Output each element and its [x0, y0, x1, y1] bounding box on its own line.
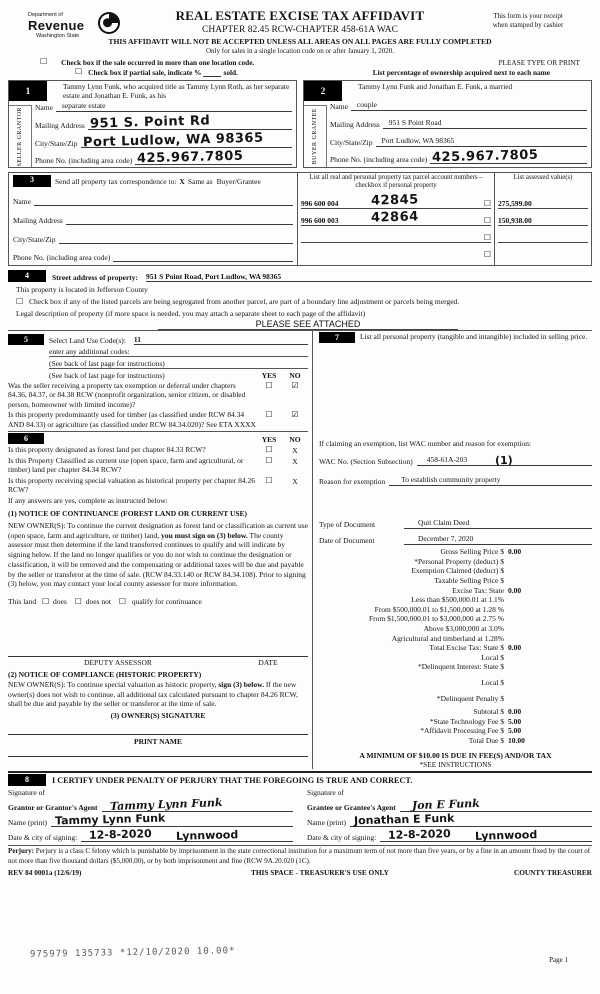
corr-name-field	[34, 192, 293, 206]
footer-row	[8, 868, 592, 877]
grantor-date-field	[81, 826, 293, 842]
tax-value: 0.00	[508, 547, 522, 557]
section6-number: 6	[8, 433, 44, 444]
please-type-label: PLEASE TYPE OR PRINT	[498, 58, 580, 67]
see-attached-note: PLEASE SEE ATTACHED	[158, 319, 458, 330]
seller-name-value: separate estate	[61, 100, 106, 110]
q3-yes-checkbox: ☐	[265, 475, 273, 485]
tax-row-total-excise	[319, 643, 592, 653]
county-treasurer-label: COUNTY TREASURER	[513, 867, 592, 877]
corr-address-row	[13, 208, 293, 225]
tax-row-delinquent-interest	[319, 662, 592, 672]
tax-label: *Delinquent Interest: State $	[417, 662, 504, 672]
land-use-label: Select Land Use Code(s):	[49, 336, 126, 345]
parcel-row-4	[301, 243, 491, 259]
buyer-name-field	[351, 97, 587, 111]
segregated-checkbox: ☐	[16, 297, 24, 306]
assessed-value: 275,599.00	[498, 199, 532, 208]
form-title: REAL ESTATE EXCISE TAX AFFIDAVIT	[175, 8, 425, 23]
tax-label: From $1,500,000.01 to $3,000,000 at 2.75 %	[369, 614, 504, 624]
seller-csz-row	[35, 132, 292, 148]
tax-label: *Affidavit Processing Fee $	[420, 726, 504, 736]
tax-row-subtotal	[319, 707, 592, 717]
parcel-checkbox: ☐	[483, 250, 491, 259]
correspondence-label: Send all property tax correspondence to:	[55, 176, 177, 186]
tax-row-delinquent-penalty	[319, 693, 592, 703]
tax-row-exemption	[319, 566, 592, 576]
buyer-csz-field	[376, 133, 588, 147]
section8	[8, 771, 592, 842]
q2-yes-checkbox: ☐	[265, 410, 273, 420]
grantor-signature-value: Tammy Lynn Funk	[109, 796, 223, 814]
notice2-body	[8, 680, 308, 709]
corr-phone-field	[113, 248, 293, 262]
corr-name-row	[13, 189, 293, 206]
corr-address-label: Mailing Address	[13, 216, 63, 225]
corr-phone-row	[13, 246, 293, 262]
signature-columns	[8, 788, 592, 842]
additional-codes-label: enter any additional codes:	[49, 347, 130, 356]
q1-no-answer: X	[292, 445, 298, 455]
right-column	[313, 331, 592, 769]
assessed-row-4	[498, 243, 588, 259]
question-text: Is this property predominantly used for timber (as classified under RCW 84.34 AND 84.33) or agriculture (as classified under RCW 84.34.020)? See ETA XXXX	[8, 410, 256, 429]
buyer-address-row	[330, 113, 587, 129]
date-of-document-row	[319, 532, 592, 545]
buyer-intro: Tammy Lynn Funk and Jonathan E. Funk, a married	[358, 82, 513, 91]
same-as-x: X	[179, 176, 185, 186]
reason-label: Reason for exemption	[319, 477, 386, 486]
parcel-number: 996 600 003	[301, 216, 339, 225]
seller-address-value: 951 S. Point Rd	[89, 112, 211, 132]
wac-value: 458-61A-203	[426, 455, 468, 464]
parcel-checkbox: ☐	[483, 199, 491, 208]
no-header: NO	[289, 371, 301, 380]
q2-yes-checkbox: ☐	[265, 455, 273, 465]
tax-value: 5.00	[508, 726, 522, 736]
tax-label: *State Technology Fee $	[429, 716, 504, 726]
grantee-date-row	[307, 827, 592, 842]
buyer-address-value: 951 S Point Road	[388, 118, 442, 127]
multi-location-label: Check box if the sale occurred in more than one location code.	[61, 58, 255, 67]
seller-phone-value: 425.967.7805	[137, 148, 244, 166]
tax-value: 0.00	[508, 643, 522, 653]
doc-date-label: Date of Document	[319, 536, 375, 545]
grantee-name-field	[350, 811, 592, 827]
deputy-assessor-row	[8, 656, 308, 667]
grantee-date-value: 12-8-2020	[387, 827, 452, 843]
assessed-header: List assessed value(s)	[513, 174, 573, 181]
same-as-who: Buyer/Grantee	[216, 176, 261, 186]
type-of-document-row	[319, 516, 592, 529]
section5-question-2	[8, 410, 308, 429]
does-checkbox: ☐	[42, 597, 50, 607]
q3-no-answer: X	[292, 476, 298, 486]
perjury-text: Perjury is a class C felony which is punishable by imprisonment in the state correctional institution for a maximum term of not more than five years, or by a fine in an amount fixed by the court of not more than five thousand dollars ($5,000.00), or by both imprisonment and fine (RCW 9A.20.020 (1C).	[8, 847, 591, 865]
see-back-row-1	[49, 357, 308, 369]
tax-label: Total Due $	[468, 735, 504, 745]
multi-location-checkbox: ☐	[40, 57, 48, 66]
seller-section	[8, 80, 297, 168]
section5-question-1	[8, 381, 308, 409]
assessed-value: 150,938.00	[498, 216, 532, 225]
wac-handwritten: (1)	[494, 453, 513, 468]
tax-value: 10.00	[508, 735, 525, 745]
seller-address-label: Mailing Address	[35, 120, 85, 130]
tax-value: 0.00	[508, 707, 522, 717]
tax-label: Taxable Selling Price $	[434, 576, 504, 586]
seller-phone-label: Phone No. (including area code)	[35, 155, 133, 165]
corr-name-label: Name	[13, 197, 31, 206]
located-line: This property is located in Jefferson County	[16, 285, 148, 294]
section4	[8, 270, 592, 330]
parcel-number: 996 600 004	[301, 199, 339, 208]
segregated-row	[16, 297, 584, 306]
wac-label: WAC No. (Section Subsection)	[319, 457, 413, 466]
reason-row	[319, 472, 592, 486]
tax-value: 0.00	[508, 585, 522, 595]
partial-sale-row	[75, 68, 580, 77]
grantor-signature-field	[102, 796, 293, 812]
section8-number: 8	[8, 774, 46, 786]
assessed-row-1	[498, 192, 588, 209]
tax-row-technology-fee	[319, 717, 592, 727]
notice1-title: (1) NOTICE OF CONTINUANCE (FOREST LAND OR CURRENT USE)	[8, 509, 248, 519]
grantee-name-value: Jonathan E Funk	[353, 811, 455, 828]
segregated-label: Check box if any of the listed parcels are being segregated from another parcel, are part of a boundary line adjustment or parcels being merged.	[29, 297, 460, 306]
qualify-line	[8, 597, 308, 606]
form-chapter: CHAPTER 82.45 RCW-CHAPTER 458-61A WAC	[202, 25, 398, 35]
owners-signature-line	[8, 734, 308, 735]
header	[0, 0, 600, 77]
tax-label: Local $	[481, 652, 504, 662]
doc-date-value: December 7, 2020	[418, 534, 474, 543]
section3-number: 3	[13, 175, 51, 187]
minimum-due-note: A MINIMUM OF $10.00 IS DUE IN FEE(S) AND/OR TAX	[359, 751, 552, 761]
parcel-row-2	[301, 209, 491, 226]
grantor-signature-block	[8, 788, 293, 842]
notice1-bold: you must sign on (3) below.	[161, 530, 248, 540]
tax-label: Agricultural and timberland at 1.28%	[391, 633, 504, 643]
tax-label: Excise Tax: State	[452, 585, 504, 595]
grantor-name-field	[51, 811, 293, 827]
notice1-body	[8, 521, 308, 589]
grantee-signature-block	[307, 788, 592, 842]
tax-row-agricultural	[319, 633, 592, 643]
grantee-date-label: Date & city of signing:	[307, 833, 377, 843]
doc-date-field	[404, 531, 592, 545]
buyer-content	[328, 81, 591, 164]
certify-row	[8, 774, 592, 786]
grantee-name-row	[307, 812, 592, 827]
buyer-phone-value: 425.967.7805	[432, 147, 539, 166]
type-field	[404, 515, 592, 529]
does-not-checkbox: ☐	[74, 597, 82, 607]
certify-text: I CERTIFY UNDER PENALTY OF PERJURY THAT THE FOREGOING IS TRUE AND CORRECT.	[52, 775, 413, 785]
buyer-csz-value: Port Ludlow, WA 98365	[381, 136, 455, 145]
grantor-date-label: Date & city of signing:	[8, 833, 78, 843]
grantor-name-value: Tammy Lynn Funk	[54, 811, 166, 828]
type-value: Quit Claim Deed	[418, 518, 470, 527]
question-text: Is this property designated as forest land per chapter 84.33 RCW?	[8, 444, 206, 454]
section7-number: 7	[319, 332, 355, 343]
corr-csz-row	[13, 227, 293, 244]
qualify-pre: This land	[8, 597, 37, 607]
seller-name-label: Name	[35, 102, 53, 112]
buyer-address-field	[383, 115, 587, 129]
buyer-phone-label: Phone No. (including area code)	[330, 155, 428, 164]
assessed-row-2	[498, 209, 588, 226]
logo-revenue-text: Revenue	[28, 18, 85, 33]
form-warning: THIS AFFIDAVIT WILL NOT BE ACCEPTED UNLESS ALL AREAS ON ALL PAGES ARE FULLY COMPLETED	[108, 37, 492, 46]
buyer-name-label: Name	[330, 102, 348, 111]
section6-question-3	[8, 476, 308, 495]
wac-row	[319, 452, 592, 466]
question-text: Was the seller receiving a property tax exemption or deferral under chapters 84.36, 84.37, or 84.38 RCW (nonprofit organization, senior citizen, or disabled person, homeowner with limited income)?	[8, 381, 246, 409]
see-instructions-note: *SEE INSTRUCTIONS	[419, 760, 492, 770]
seller-phone-field	[135, 148, 292, 166]
see-back-yesno-row	[49, 369, 308, 380]
tax-row-tier4	[319, 624, 592, 634]
q1-yes-checkbox: ☐	[265, 381, 273, 390]
street-address-label: Street address of property:	[52, 273, 139, 282]
type-label: Type of Document	[319, 520, 376, 529]
buyer-name-row	[330, 100, 587, 111]
tax-table	[319, 547, 592, 745]
tax-value: 5.00	[508, 716, 522, 726]
tax-label: Local $	[481, 678, 504, 688]
land-use-value: 11	[134, 335, 308, 345]
see-back-label-2: (See back of last page for instructions)	[49, 371, 165, 380]
tax-label: Subtotal $	[473, 707, 504, 717]
grantee-signature-row	[307, 797, 592, 812]
notice2-bold: sign (3) below.	[218, 679, 264, 689]
grantor-name-label: Name (print)	[8, 818, 47, 828]
section6-question-2	[8, 456, 308, 475]
tax-label: Less than $500,000.01 at 1.1%	[411, 595, 504, 605]
section7-header	[319, 332, 592, 343]
revenue-logo	[28, 12, 138, 39]
tax-row-tier2	[319, 605, 592, 615]
q2-no-answer: X	[292, 456, 298, 466]
buyer-rail	[304, 105, 327, 167]
tax-label: From $500,000.01 to $1,500,000 at 1.28 %	[374, 604, 504, 614]
seller-side-label: SELLER GRANTOR	[16, 106, 23, 167]
logo-dept-text: Department of	[28, 12, 63, 18]
grantee-signature-field	[400, 796, 592, 812]
seller-name-field	[56, 98, 292, 112]
seller-address-row	[35, 114, 292, 130]
section7-text: List all personal property (tangible and intangible) included in selling price.	[360, 332, 588, 341]
rev-form-number: REV 84 0001a (12/6/19)	[8, 867, 82, 877]
parties-band	[8, 80, 592, 168]
grantee-name-label: Name (print)	[307, 818, 346, 828]
corr-csz-field	[59, 230, 294, 244]
qualify-checkbox: ☐	[118, 597, 126, 607]
additional-codes-row	[49, 345, 308, 357]
perjury-paragraph	[8, 845, 592, 865]
revenue-swirl-icon	[96, 10, 122, 36]
parcel-row-3	[301, 226, 491, 243]
tax-label: Exemption Claimed (deduct) $	[411, 566, 504, 576]
left-column	[8, 331, 313, 769]
question-text: Is this Property Classified as current use (open space, farm and agricultural, or timber) land per chapter 84.34 RCW?	[8, 455, 244, 475]
parcel-header: List all real and personal property tax parcel account numbers – checkbox if personal property	[309, 174, 483, 189]
print-name-label: PRINT NAME	[134, 737, 182, 747]
grantor-sig-label2: Grantor or Grantor's Agent	[8, 803, 98, 813]
notice2-post: If the new owner(s) does not wish to continue, all additional tax calculated pursuant to chapter 84.26 RCW, shall be due and payable by the seller or transferor at the time of sale.	[8, 679, 298, 709]
parcel-row-1	[301, 192, 491, 209]
ownership-note: List percentage of ownership acquired next to each name	[372, 68, 550, 77]
main-band	[8, 330, 592, 769]
q1-yes-checkbox: ☐	[265, 444, 273, 454]
notice2-pre: NEW OWNER(S): To continue special valuation as historic property,	[8, 679, 217, 689]
date-label: DATE	[258, 658, 278, 668]
grantee-date-field	[380, 826, 592, 842]
q2-no-checkbox: ☑	[291, 410, 299, 420]
section6-header	[8, 431, 308, 444]
yes-header: YES	[261, 434, 277, 444]
tax-row-local1	[319, 653, 592, 663]
buyer-address-label: Mailing Address	[330, 120, 380, 129]
parcel-handwritten: 42864	[370, 209, 419, 226]
q1-no-checkbox: ☑	[291, 381, 299, 390]
seller-csz-value: Port Ludlow, WA 98365	[82, 130, 264, 150]
qualify-post: qualify for continuance	[131, 597, 202, 607]
grantor-date-value: 12-8-2020	[88, 827, 153, 843]
tax-row-gross	[319, 547, 592, 557]
exemption-note: If claiming an exemption, list WAC number and reason for exemption:	[319, 439, 532, 448]
seller-content	[33, 81, 296, 165]
tax-row-taxable	[319, 576, 592, 586]
only-note: Only for sales in a single location code on or after January 1, 2020.	[206, 47, 394, 55]
buyer-phone-row	[330, 149, 587, 164]
section2-number: 2	[304, 81, 342, 101]
corr-phone-label: Phone No. (including area code)	[13, 253, 111, 262]
legal-description-line: Legal description of property (if more space is needed, you may attach a separate sheet to each page of the affidavit)	[16, 309, 366, 318]
section1-number: 1	[9, 81, 47, 101]
grantee-signature-value: Jon E Funk	[411, 797, 480, 813]
buyer-csz-row	[330, 131, 587, 147]
seller-csz-field	[81, 130, 293, 150]
page-number: Page 1	[549, 956, 568, 964]
seller-intro: Tammy Lynn Funk, who acquired title as Tammy Lynn Roth, as her separate estate and Jonathan E. Funk, as his	[63, 82, 290, 101]
grantee-sig-label2: Grantee or Grantee's Agent	[307, 803, 396, 813]
receipt-line2: when stamped by cashier	[492, 20, 564, 29]
receipt-note	[478, 12, 578, 30]
reason-field	[389, 471, 592, 486]
tax-row-processing-fee	[319, 726, 592, 736]
tax-row-excise-state	[319, 585, 592, 595]
buyer-section	[303, 80, 592, 168]
receipt-line1: This form is your receipt	[493, 12, 563, 20]
yes-header: YES	[261, 371, 277, 380]
tax-row-tier1	[319, 595, 592, 605]
seller-name-row	[35, 101, 292, 112]
section6-question-1	[8, 445, 308, 455]
corr-csz-label: City/State/Zip	[13, 235, 56, 244]
no-header: NO	[289, 434, 301, 444]
question-text: Is this property receiving special valuation as historical property per chapter 84.26 RCW?	[8, 475, 256, 494]
tax-row-personal	[319, 557, 592, 567]
parcel-column	[297, 173, 494, 265]
notice1-pre: NEW OWNER(S): To continue the current designation as forest land or classification as current use (open space, farm and agriculture, or timber) land,	[8, 520, 308, 540]
assessed-row-3	[498, 226, 588, 243]
tax-row-tier3	[319, 614, 592, 624]
buyer-name-value: couple	[356, 100, 377, 109]
partial-sale-label: Check box if partial sale, indicate %	[88, 68, 202, 77]
section4-number: 4	[8, 270, 46, 282]
assessed-column	[494, 173, 591, 265]
does-not-label: does not	[85, 597, 111, 607]
owners-signature-label: (3) OWNER(S) SIGNATURE	[110, 711, 206, 721]
partial-sale-checkbox: ☐	[75, 67, 83, 76]
parcel-handwritten: 42845	[370, 192, 419, 209]
seller-csz-label: City/State/Zip	[35, 138, 78, 148]
seller-address-field	[88, 112, 292, 132]
land-use-row	[8, 332, 308, 345]
tax-label: *Personal Property (deduct) $	[414, 556, 504, 566]
grantor-date-row	[8, 827, 293, 842]
grantor-name-row	[8, 812, 293, 827]
tax-row-total-due	[319, 736, 592, 746]
buyer-side-label: BUYER GRANTEE	[311, 108, 318, 165]
notice2-title: (2) NOTICE OF COMPLIANCE (HISTORIC PROPERTY)	[8, 670, 202, 680]
treasurer-space-label: THIS SPACE - TREASURER'S USE ONLY	[251, 867, 389, 877]
same-as-label: Same as	[187, 176, 213, 186]
grantor-city-value: Lynnwood	[175, 828, 239, 844]
tax-row-local2	[319, 678, 592, 688]
seller-phone-row	[35, 150, 292, 165]
section3	[8, 172, 592, 266]
grantee-sig-label1: Signature of	[307, 788, 344, 798]
seller-rail	[9, 105, 32, 167]
notice1-post: The county assessor must then determine if the land transferred continues to qualify and will indicate by signing below. If the land no longer qualifies or you do not wish to continue the designation or classification, it will be removed and the compensating or additional taxes will be due and payable by the seller or transferor at the time of sale. (RCW 84.33.140 or RCW 84.34.108). Prior to signing (3) below, you may contact your local county assessor for more information.	[8, 530, 306, 589]
deputy-assessor-label: DEPUTY ASSESSOR	[84, 658, 152, 668]
partial-sale-suffix: sold.	[223, 68, 238, 77]
perjury-bold: Perjury:	[8, 847, 34, 856]
grantor-sig-label1: Signature of	[8, 788, 45, 798]
partial-sale-blank	[203, 68, 221, 77]
buyer-phone-field	[430, 147, 587, 166]
buyer-csz-label: City/State/Zip	[330, 138, 373, 147]
cashier-stamp: 975979 135733 *12/10/2020 10.00*	[29, 946, 236, 960]
tax-label: Above $3,000,000 at 3.0%	[423, 624, 504, 634]
grantor-signature-row	[8, 797, 293, 812]
grantee-city-value: Lynnwood	[474, 828, 538, 844]
section5-number: 5	[8, 334, 44, 345]
logo-state-text: Washington State	[36, 33, 80, 39]
reason-value: To establish community property	[401, 475, 501, 484]
parcel-checkbox: ☐	[483, 216, 491, 225]
does-label: does	[53, 597, 67, 607]
corr-address-field	[66, 211, 293, 225]
tax-label: Gross Selling Price $	[440, 547, 504, 557]
street-address-value: 951 S Point Road, Port Ludlow, WA 98365	[146, 272, 592, 282]
print-name-line	[8, 756, 308, 757]
wac-field	[417, 451, 592, 466]
tax-label: Total Excise Tax: State $	[429, 643, 504, 653]
tax-label: *Delinquent Penalty $	[436, 693, 504, 703]
multi-location-row	[40, 58, 580, 67]
parcel-checkbox: ☐	[483, 233, 491, 242]
if-any-line: If any answers are yes, complete as instructed below:	[8, 496, 168, 506]
section3-left	[9, 173, 297, 265]
see-back-label-1: (See back of last page for instructions)	[49, 359, 165, 368]
